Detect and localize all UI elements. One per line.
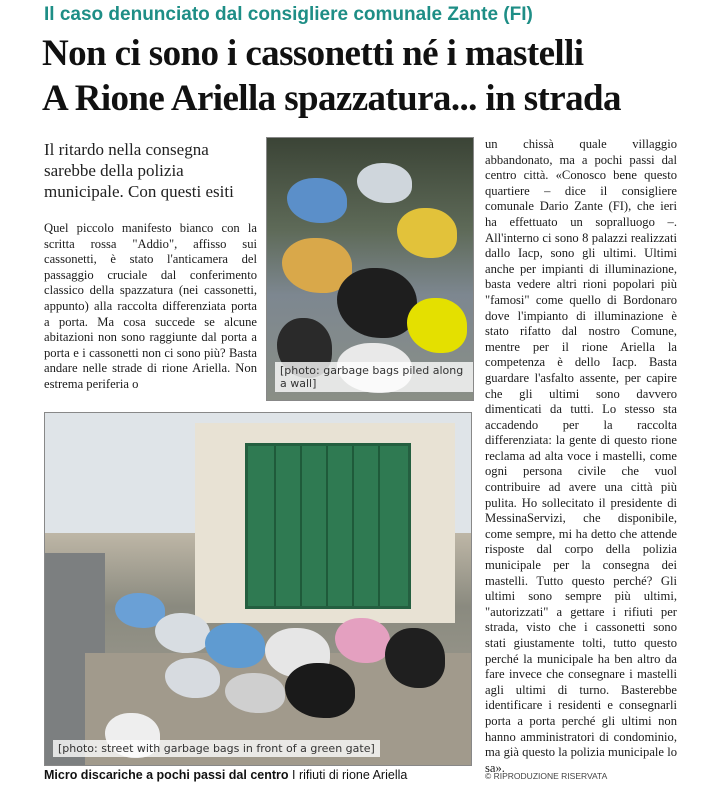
garbage-bag <box>287 178 347 223</box>
garbage-bag <box>155 613 210 653</box>
gate-bar <box>326 446 328 606</box>
headline-line-2: A Rione Ariella spazzatura... in strada <box>42 78 621 119</box>
gate-bar <box>378 446 380 606</box>
photo-street-gate <box>44 412 472 766</box>
photo-placeholder-label: [photo: street with garbage bags in front of a green gate] <box>53 740 380 757</box>
photo-caption <box>44 768 407 782</box>
garbage-bag <box>407 298 467 353</box>
article-paragraph: Quel piccolo manifesto bianco con la scritta rossa "Addio", affisso sui cassonetti, è stato l'anticamera del passaggio cruciale dal conferimento classico della spazzatura (nei cassonetti, appunto) alla raccolta differenziata porta a porta. Ma cosa succede se alcune abitazioni non sono raggiunte dal porta a porta e i cassonetti non ci sono più? Basta andare nelle strade di rione Ariella. Non estrema periferia o <box>44 221 257 391</box>
caption-bold: Micro discariche a pochi passi dal centro <box>44 768 289 782</box>
gate-bar <box>352 446 354 606</box>
gate-bar <box>274 446 276 606</box>
green-gate <box>245 443 411 609</box>
kicker: Il caso denunciato dal consigliere comunale Zante (FI) <box>44 4 533 25</box>
headline-line-1: Non ci sono i cassonetti né i mastelli <box>42 33 584 74</box>
garbage-bag <box>357 163 412 203</box>
subhead: Il ritardo nella consegna sarebbe della polizia municipale. Con questi esiti <box>44 140 234 201</box>
garbage-bag <box>397 208 457 258</box>
photo-garbage-wall <box>266 137 474 401</box>
article-column-right <box>485 137 677 776</box>
garbage-bag <box>337 268 417 338</box>
gate-bar <box>300 446 302 606</box>
article-column-left <box>44 221 257 393</box>
article-paragraph: un chissà quale villaggio abbandonato, ma a pochi passi dal centro città. «Conosco bene questo quartiere – dice il consigliere comunale Dario Zante (FI), che ieri ha effettuato un sopralluogo –. All'interno ci sono 8 palazzi realizzati dallo Iacp, sono gli ultimi. Ultimi anche per impianti di illuminazione, basta vedere altri rioni popolari più "famosi" come quello di Bordonaro dove l'impianto di illuminazione è stato rifatto dal nostro Comune, mentre per il rione Ariella la competenza è dello Iacp. Basta guardare l'asfalto assente, per capire che gli ultimi sono davvero dimenticati da tutti. Lo stesso sta accadendo per la raccolta differenziata: la gente di questo rione reclama ad alta voce i mastelli, come ogni persona civile che vuol contribuire ad avere una città più pulita. Ho sollecitato il presidente di MessinaServizi, che disponibile, come sempre, mi ha detto che attende risposte dal corpo della polizia municipale per la consegna dei mastelli. Tutto questo perché? Gli ultimi sono sempre più ultimi, "autorizzati" a gettare i rifiuti per strada, visto che i cassonetti sono stati giustamente tolti, tutto questo perché la municipale ha ben altro da fare invece che consegnare i mastelli agli ultimi di turno. Basterebbe identificare i residenti e consegnarli porta a porta perché gli ultimi non hanno amministratori di condominio, ma già questo la polizia municipale lo sa». <box>485 137 677 775</box>
copyright-notice: © RIPRODUZIONE RISERVATA <box>485 771 608 781</box>
caption-regular: I rifiuti di rione Ariella <box>288 768 408 782</box>
photo-placeholder-label: [photo: garbage bags piled along a wall] <box>275 362 473 392</box>
